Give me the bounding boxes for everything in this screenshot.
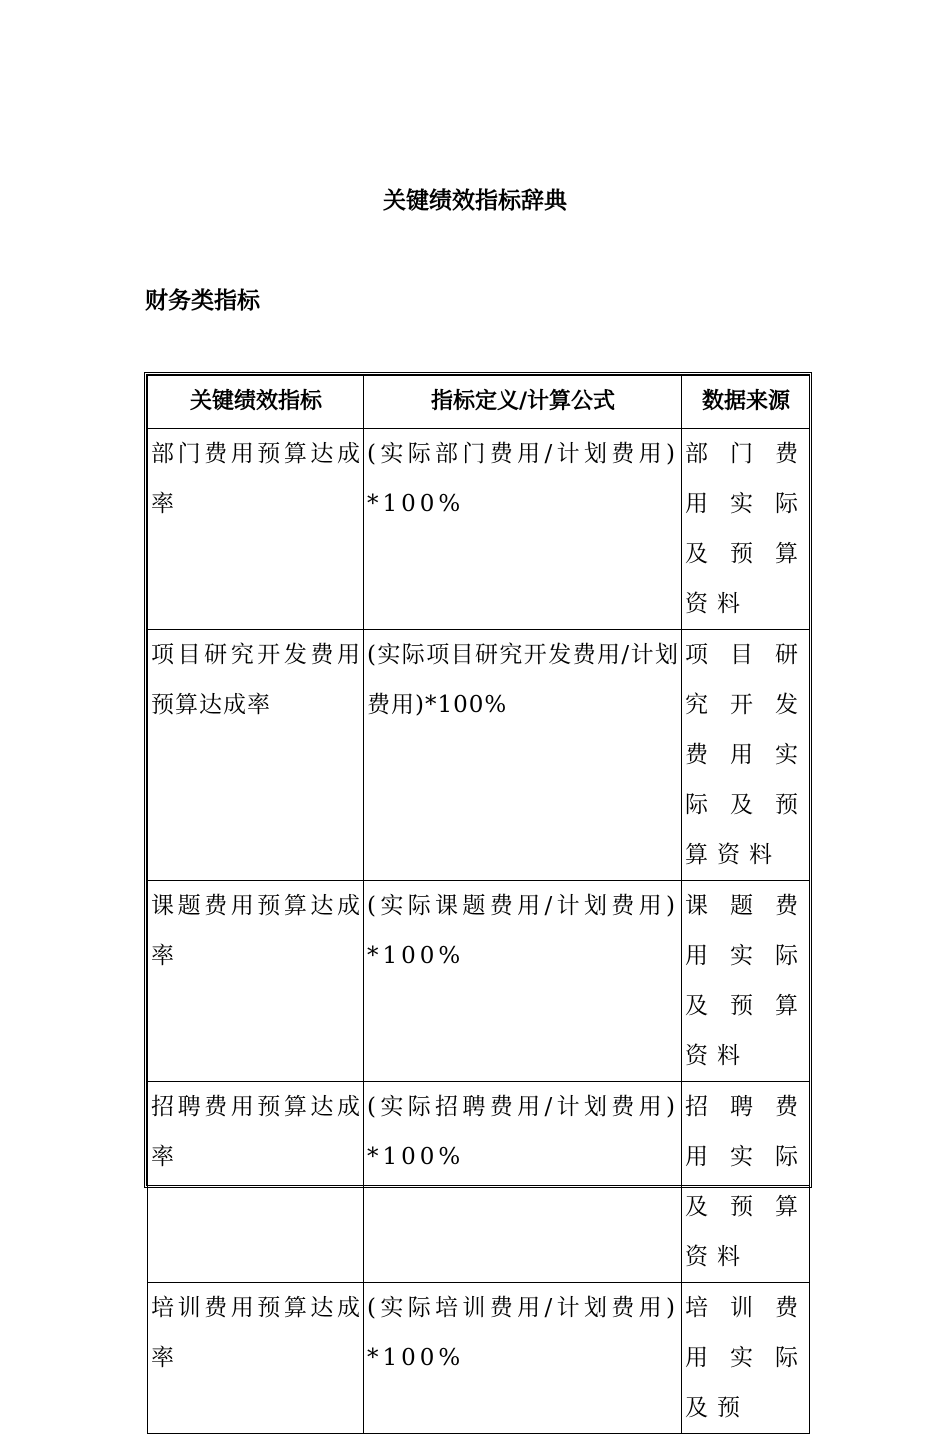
formula-cell: (实际课题费用/计划费用)*100% — [364, 881, 682, 1082]
table-header-row — [148, 376, 810, 429]
formula-cell: (实际招聘费用/计划费用)*100% — [364, 1082, 682, 1283]
source-cell: 项目研究开发费用实际及预算资料 — [682, 630, 810, 881]
source-cell: 招聘费用实际及预算资料 — [682, 1082, 810, 1283]
header-source: 数据来源 — [682, 376, 810, 429]
section-heading: 财务类指标 — [145, 288, 260, 314]
source-cell: 培训费用实际及预 — [682, 1283, 810, 1434]
kpi-table — [144, 372, 812, 1421]
table-row — [148, 429, 810, 630]
table-row — [148, 1082, 810, 1283]
indicator-cell: 课题费用预算达成率 — [148, 881, 364, 1082]
formula-cell: (实际项目研究开发费用/计划费用)*100% — [364, 630, 682, 881]
document-title: 关键绩效指标辞典 — [383, 188, 567, 214]
table-row — [148, 881, 810, 1082]
indicator-cell: 培训费用预算达成率 — [148, 1283, 364, 1434]
source-cell: 课题费用实际及预算资料 — [682, 881, 810, 1082]
source-cell: 部门费用实际及预算资料 — [682, 429, 810, 630]
header-indicator: 关键绩效指标 — [148, 376, 364, 429]
indicator-cell: 部门费用预算达成率 — [148, 429, 364, 630]
indicator-cell: 招聘费用预算达成率 — [148, 1082, 364, 1283]
indicator-cell: 项目研究开发费用预算达成率 — [148, 630, 364, 881]
table-row — [148, 1283, 810, 1434]
formula-cell: (实际培训费用/计划费用)*100% — [364, 1283, 682, 1434]
formula-cell: (实际部门费用/计划费用)*100% — [364, 429, 682, 630]
header-formula: 指标定义/计算公式 — [364, 376, 682, 429]
table-row — [148, 630, 810, 881]
